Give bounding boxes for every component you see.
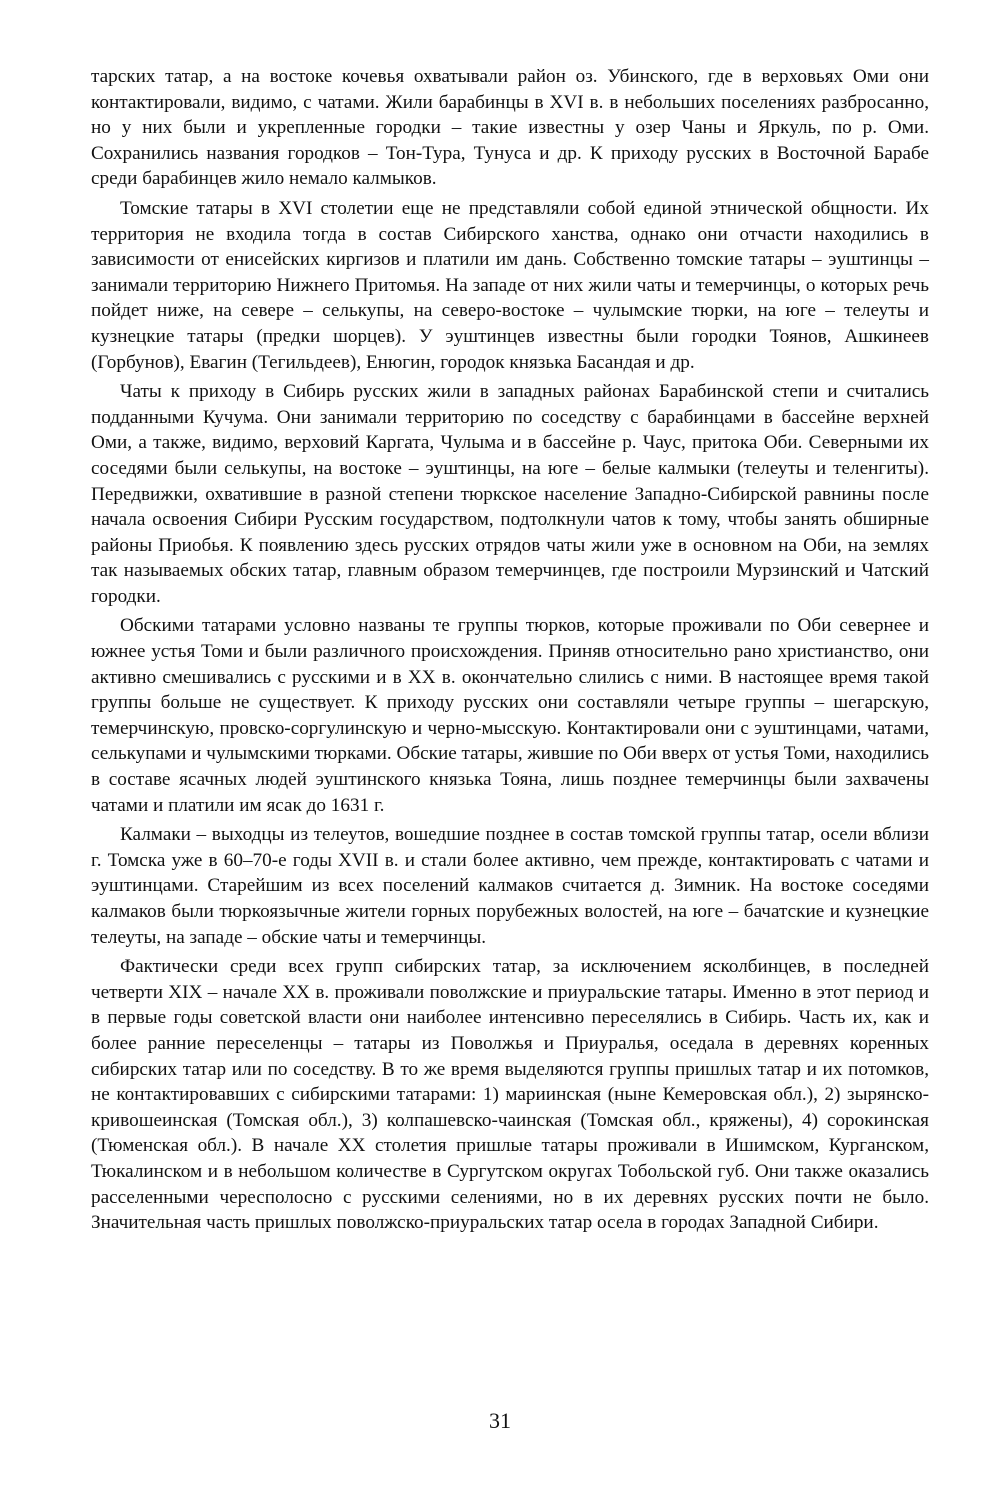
paragraph-kalmaki: Калмаки – выходцы из телеутов, вошедшие позднее в состав томской группы татар, осели вблизи г. Томска уже в 60–70-е годы XVII в. и стали более активно, чем прежде, контактировать с чатами и эуштинцами. Старейшим из всех поселений калмаков считается д. Зимник. На востоке соседями калмаков были тюркоязычные жители горных порубежных волостей, на юге – бачатские и кузнецкие телеуты, на западе – обские чаты и темерчинцы.	[91, 824, 929, 948]
page-number: 31	[489, 1408, 511, 1433]
paragraph-continued: тарских татар, а на востоке кочевья охватывали район оз. Убинского, где в верховьях Оми они контактировали, видимо, с чатами. Жили барабинцы в XVI в. в небольших поселениях разбросанно, но у них были и укрепленные городки – такие известны у озер Чаны и Яркуль, по р. Оми. Сохранились названия городков – Тон-Тура, Тунуса и др. К приходу русских в Восточной Барабе среди барабинцев жило немало калмыков.	[91, 66, 929, 190]
paragraph-tomsk-tatars: Томские татары в XVI столетии еще не представляли собой единой этнической общности. Их территория не входила тогда в состав Сибирского ханства, однако они отчасти находились в зависимости от енисейских киргизов и платили им дань. Собственно томские татары – эуштинцы – занимали территорию Нижнего Притомья. На западе от них жили чаты и темерчинцы, о которых речь пойдет ниже, на севере – селькупы, на северо-востоке – чулымские тюрки, на юге – телеуты и кузнецкие татары (предки шорцев). У эуштинцев известны были городки Тоянов, Ашкинеев (Горбунов), Евагин (Тегильдеев), Енюгин, городок князька Басандая и др.	[91, 197, 929, 373]
paragraph-ob-tatars: Обскими татарами условно названы те группы тюрков, которые проживали по Оби севернее и южнее устья Томи и были различного происхождения. Приняв относительно рано христианство, они активно смешивались с русскими и в XX в. окончательно слились с ними. В настоящее время такой группы больше не существует. К приходу русских они составляли четыре группы – шегарскую, темерчинскую, провско-соргулинскую и черно-мысскую. Контактировали они с эуштинцами, чатами, селькупами и чулымскими тюрками. Обские татары, жившие по Оби вверх от устья Томи, находились в составе ясачных людей эуштинского князька Тояна, лишь позднее темерчинцы были захвачены чатами и платили им ясак до 1631 г.	[91, 615, 929, 816]
paragraph-chaty: Чаты к приходу в Сибирь русских жили в западных районах Барабинской степи и считались подданными Кучума. Они занимали территорию по соседству с барабинцами в бассейне верхней Оми, а также, видимо, верховий Каргата, Чулыма и в бассейне р. Чаус, притока Оби. Северными их соседями были селькупы, на востоке – эуштинцы, на юге – белые калмыки (телеуты и теленгиты). Передвижки, охватившие в разной степени тюркское население Западно-Сибирской равнины после начала освоения Сибири Русским государством, подтолкнули чатов к тому, чтобы занять обширные районы Приобья. К появлению здесь русских отрядов чаты жили уже в основном на Оби, на землях так называемых обских татар, главным образом темерчинцев, где построили Мурзинский и Чатский городки.	[91, 381, 929, 607]
page-body	[91, 64, 929, 1240]
paragraph-migrant-tatars: Фактически среди всех групп сибирских татар, за исключением ясколбинцев, в последней четверти XIX – начале XX в. проживали поволжские и приуральские татары. Именно в этот период и в первые годы советской власти они наиболее интенсивно переселялись в Сибирь. Часть их, как и более ранние переселенцы – татары из Поволжья и Приуралья, оседала в деревнях коренных сибирских татар или по соседству. В то же время выделяются группы пришлых татар и их потомков, не контактировавших с сибирскими татарами: 1) мариинская (ныне Кемеровская обл.), 2) зырянско-кривошеинская (Томская обл.), 3) колпашевско-чаинская (Томская обл., кряжены), 4) сорокинская (Тюменская обл.). В начале XX столетия пришлые татары проживали в Ишимском, Курганском, Тюкалинском и в небольшом количестве в Сургутском округах Тобольской губ. Они также оказались расселенными чересполосно с русскими селениями, но в их деревнях русских почти не было. Значительная часть пришлых поволжско-приуральских татар осела в городах Западной Сибири.	[91, 956, 929, 1234]
